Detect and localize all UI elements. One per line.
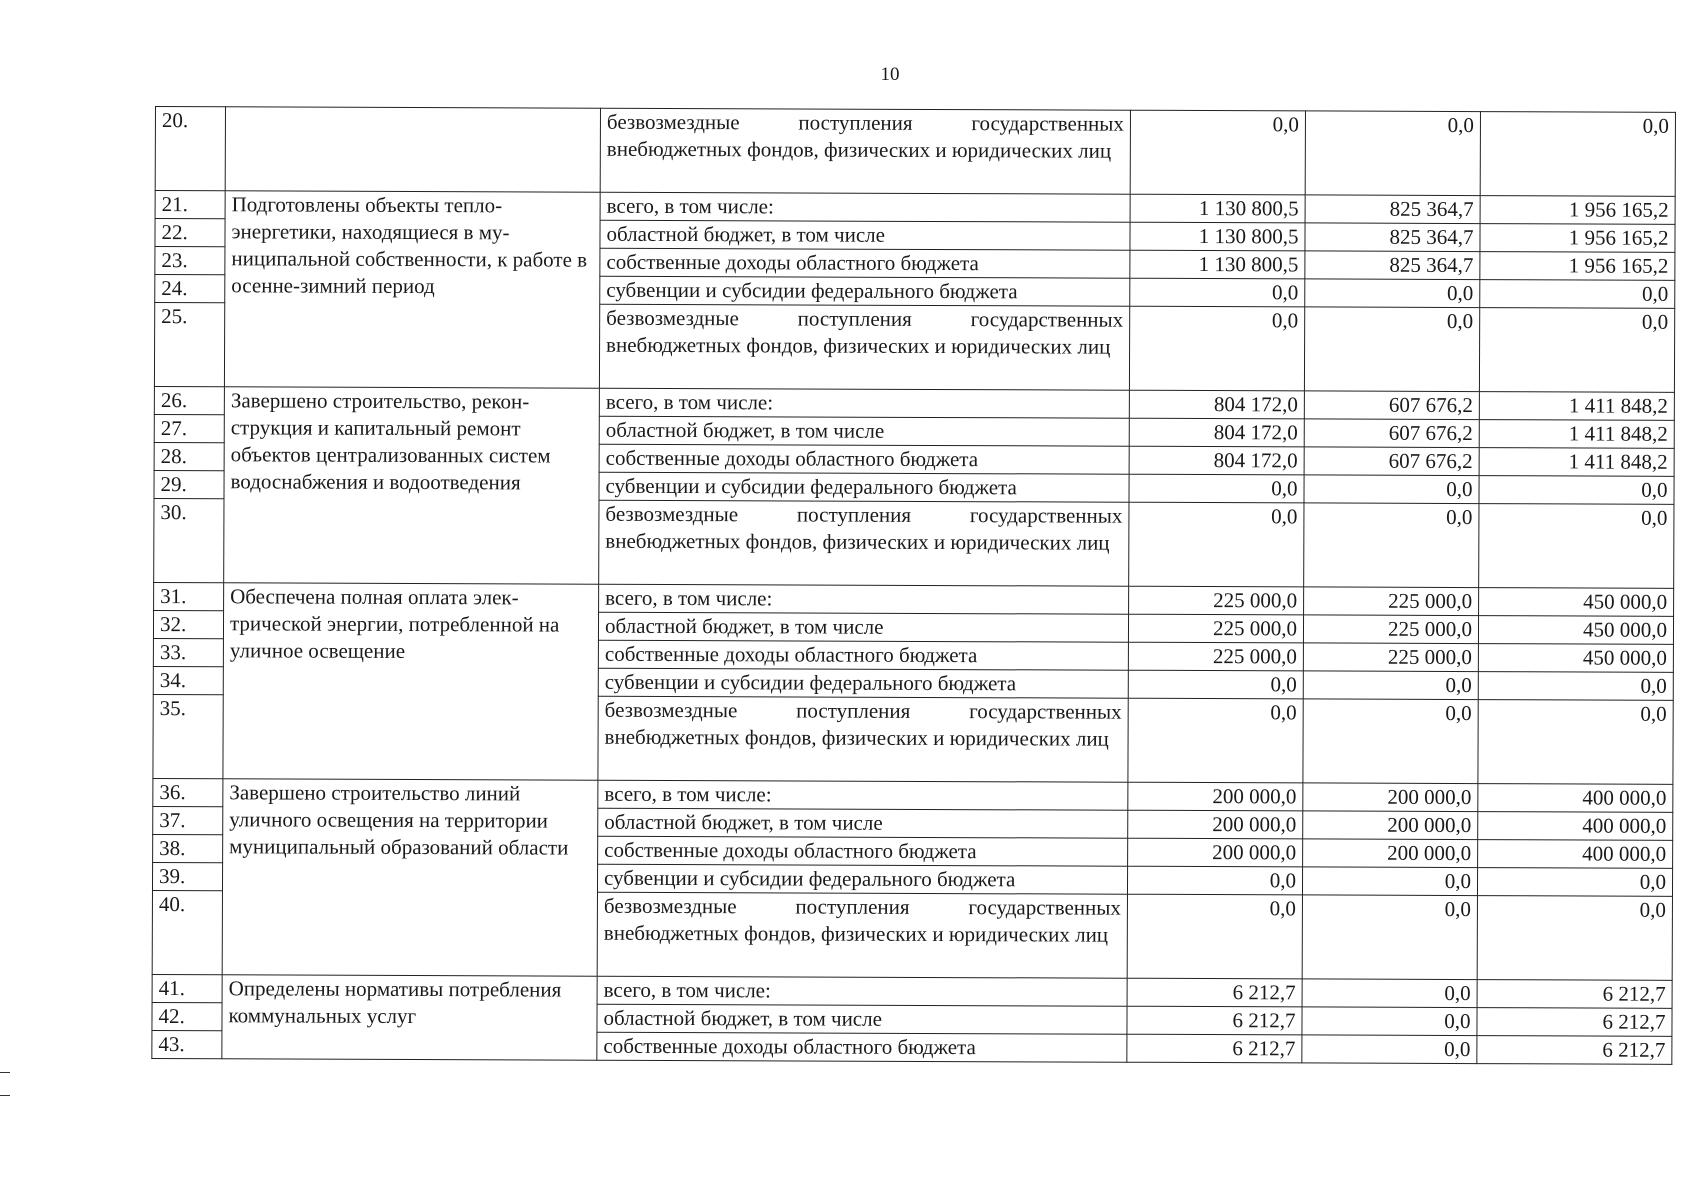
row-number: 37. <box>153 806 223 834</box>
amount-cell: 200 000,0 <box>1128 810 1303 839</box>
amount-cell: 0,0 <box>1130 278 1305 307</box>
funding-source-cell: собственные доходы областного бюджета <box>597 1032 1127 1062</box>
amount-cell: 450 000,0 <box>1478 616 1673 645</box>
amount-cell: 0,0 <box>1304 307 1479 392</box>
funding-source-cell: областной бюджет, в том числе <box>600 220 1130 250</box>
amount-cell: 1 411 848,2 <box>1479 392 1674 421</box>
amount-cell: 1 956 165,2 <box>1480 196 1675 225</box>
amount-cell: 607 676,2 <box>1304 447 1479 476</box>
indicator-cell: Обеспечена полная оплата электрической энергии, потребленной на уличное освещение <box>223 583 599 780</box>
amount-cell: 0,0 <box>1303 671 1478 700</box>
amount-cell: 0,0 <box>1303 699 1478 784</box>
row-number: 36. <box>153 778 223 806</box>
funding-source-cell: областной бюджет, в том числе <box>598 612 1128 642</box>
row-number: 32. <box>153 610 223 638</box>
row-number: 28. <box>154 442 224 470</box>
amount-cell: 825 364,7 <box>1305 195 1480 224</box>
amount-cell: 1 956 165,2 <box>1480 224 1675 253</box>
row-number: 21. <box>155 191 225 219</box>
amount-cell: 0,0 <box>1127 894 1302 979</box>
amount-cell: 200 000,0 <box>1128 782 1303 811</box>
funding-source-cell: всего, в том числе: <box>599 388 1129 418</box>
amount-cell: 1 956 165,2 <box>1480 252 1675 281</box>
amount-cell: 0,0 <box>1128 698 1303 783</box>
amount-cell: 0,0 <box>1477 868 1672 897</box>
row-number: 41. <box>152 974 222 1002</box>
funding-source-cell: субвенции и субсидии федерального бюджета <box>597 864 1127 894</box>
table-row <box>152 974 1672 1008</box>
amount-cell: 225 000,0 <box>1304 587 1479 616</box>
amount-cell: 0,0 <box>1302 867 1477 896</box>
amount-cell: 825 364,7 <box>1305 251 1480 280</box>
amount-cell: 0,0 <box>1305 279 1480 308</box>
amount-cell: 6 212,7 <box>1477 980 1672 1009</box>
amount-cell: 0,0 <box>1479 476 1674 505</box>
amount-cell: 6 212,7 <box>1477 1036 1672 1065</box>
amount-cell: 0,0 <box>1480 112 1675 197</box>
budget-table-body <box>152 107 1676 1065</box>
amount-cell: 6 212,7 <box>1127 978 1302 1007</box>
indicator-cell: Завершено строительство линий уличного освещения на территории муниципальный образований области <box>222 779 598 976</box>
amount-cell: 225 000,0 <box>1303 615 1478 644</box>
table-row <box>154 386 1674 420</box>
funding-source-cell: собственные доходы областного бюджета <box>598 836 1128 866</box>
amount-cell: 804 172,0 <box>1129 390 1304 419</box>
amount-cell: 804 172,0 <box>1129 446 1304 475</box>
amount-cell: 0,0 <box>1478 672 1673 701</box>
row-number: 29. <box>154 470 224 498</box>
funding-source-cell: субвенции и субсидии федерального бюджета <box>599 472 1129 502</box>
amount-cell: 6 212,7 <box>1477 1008 1672 1037</box>
budget-table <box>151 106 1676 1065</box>
amount-cell: 0,0 <box>1479 504 1674 589</box>
amount-cell: 0,0 <box>1129 502 1304 587</box>
row-number: 43. <box>152 1030 222 1058</box>
amount-cell: 0,0 <box>1302 1035 1477 1064</box>
row-number: 31. <box>154 582 224 610</box>
funding-source-cell: собственные доходы областного бюджета <box>600 248 1130 278</box>
indicator-cell: Подготовлены объекты теплоэнергетики, находящиеся в муниципальной собственности, к работе в осенне-зимний период <box>224 191 600 388</box>
amount-cell: 0,0 <box>1302 979 1477 1008</box>
amount-cell: 1 411 848,2 <box>1479 448 1674 477</box>
amount-cell: 1 130 800,5 <box>1130 222 1305 251</box>
amount-cell: 6 212,7 <box>1127 1006 1302 1035</box>
funding-source-cell: субвенции и субсидии федерального бюджета <box>600 276 1130 306</box>
funding-source-cell: безвозмездные поступления государственных внебюджетных фондов, физических и юридических лиц <box>600 108 1130 194</box>
amount-cell: 225 000,0 <box>1128 614 1303 643</box>
table-row <box>155 191 1675 225</box>
row-number: 20. <box>155 107 225 191</box>
amount-cell: 0,0 <box>1129 306 1304 391</box>
table-row <box>153 778 1673 812</box>
row-number: 23. <box>155 247 225 275</box>
amount-cell: 200 000,0 <box>1303 783 1478 812</box>
funding-source-cell: собственные доходы областного бюджета <box>599 444 1129 474</box>
amount-cell: 400 000,0 <box>1478 812 1673 841</box>
funding-source-cell: всего, в том числе: <box>598 780 1128 810</box>
funding-source-cell: областной бюджет, в том числе <box>597 1004 1127 1034</box>
row-number: 34. <box>153 666 223 694</box>
funding-source-cell: безвозмездные поступления государственных внебюджетных фондов, физических и юридических лиц <box>598 696 1128 782</box>
row-number: 35. <box>153 694 223 778</box>
funding-source-cell: областной бюджет, в том числе <box>598 808 1128 838</box>
amount-cell: 0,0 <box>1304 503 1479 588</box>
indicator-cell: Завершено строительство, реконструкция и капитальный ремонт объектов централизованных систем водоснабжения и водоотведения <box>224 387 600 584</box>
amount-cell: 0,0 <box>1130 110 1305 195</box>
table-row <box>154 582 1674 616</box>
funding-source-cell: всего, в том числе: <box>597 976 1127 1006</box>
funding-source-cell: всего, в том числе: <box>599 584 1129 614</box>
page-number: 10 <box>880 64 900 85</box>
amount-cell: 225 000,0 <box>1303 643 1478 672</box>
amount-cell: 0,0 <box>1128 670 1303 699</box>
funding-source-cell: областной бюджет, в том числе <box>599 416 1129 446</box>
funding-source-cell: безвозмездные поступления государственных внебюджетных фондов, физических и юридических лиц <box>599 500 1129 586</box>
amount-cell: 804 172,0 <box>1129 418 1304 447</box>
row-number: 22. <box>155 219 225 247</box>
indicator-cell: Определены нормативы потребления коммунальных услуг <box>222 975 597 1060</box>
row-number: 30. <box>154 498 224 582</box>
margin-mark <box>0 1072 10 1096</box>
amount-cell: 825 364,7 <box>1305 223 1480 252</box>
table-row <box>155 107 1675 197</box>
row-number: 26. <box>154 386 224 414</box>
amount-cell: 200 000,0 <box>1303 839 1478 868</box>
indicator-cell <box>225 107 600 192</box>
amount-cell: 0,0 <box>1129 474 1304 503</box>
amount-cell: 0,0 <box>1302 1007 1477 1036</box>
amount-cell: 1 411 848,2 <box>1479 420 1674 449</box>
amount-cell: 0,0 <box>1127 866 1302 895</box>
amount-cell: 450 000,0 <box>1478 644 1673 673</box>
funding-source-cell: всего, в том числе: <box>600 192 1130 222</box>
row-number: 40. <box>152 890 222 974</box>
amount-cell: 0,0 <box>1477 896 1672 981</box>
row-number: 25. <box>154 303 224 387</box>
row-number: 27. <box>154 414 224 442</box>
row-number: 33. <box>153 638 223 666</box>
funding-source-cell: собственные доходы областного бюджета <box>598 640 1128 670</box>
amount-cell: 400 000,0 <box>1478 840 1673 869</box>
amount-cell: 0,0 <box>1304 475 1479 504</box>
amount-cell: 607 676,2 <box>1304 419 1479 448</box>
amount-cell: 6 212,7 <box>1127 1034 1302 1063</box>
amount-cell: 400 000,0 <box>1478 784 1673 813</box>
row-number: 24. <box>155 275 225 303</box>
amount-cell: 0,0 <box>1305 111 1480 196</box>
amount-cell: 225 000,0 <box>1129 586 1304 615</box>
amount-cell: 607 676,2 <box>1304 391 1479 420</box>
funding-source-cell: субвенции и субсидии федерального бюджета <box>598 668 1128 698</box>
amount-cell: 0,0 <box>1480 280 1675 309</box>
funding-source-cell: безвозмездные поступления государственных внебюджетных фондов, физических и юридических лиц <box>597 892 1127 978</box>
amount-cell: 200 000,0 <box>1303 811 1478 840</box>
row-number: 39. <box>152 862 222 890</box>
amount-cell: 0,0 <box>1302 895 1477 980</box>
amount-cell: 0,0 <box>1478 700 1673 785</box>
row-number: 38. <box>153 834 223 862</box>
row-number: 42. <box>152 1002 222 1030</box>
amount-cell: 1 130 800,5 <box>1130 194 1305 223</box>
amount-cell: 200 000,0 <box>1128 838 1303 867</box>
amount-cell: 225 000,0 <box>1128 642 1303 671</box>
amount-cell: 0,0 <box>1479 308 1674 393</box>
funding-source-cell: безвозмездные поступления государственных внебюджетных фондов, физических и юридических лиц <box>599 304 1129 390</box>
amount-cell: 1 130 800,5 <box>1130 250 1305 279</box>
amount-cell: 450 000,0 <box>1479 588 1674 617</box>
